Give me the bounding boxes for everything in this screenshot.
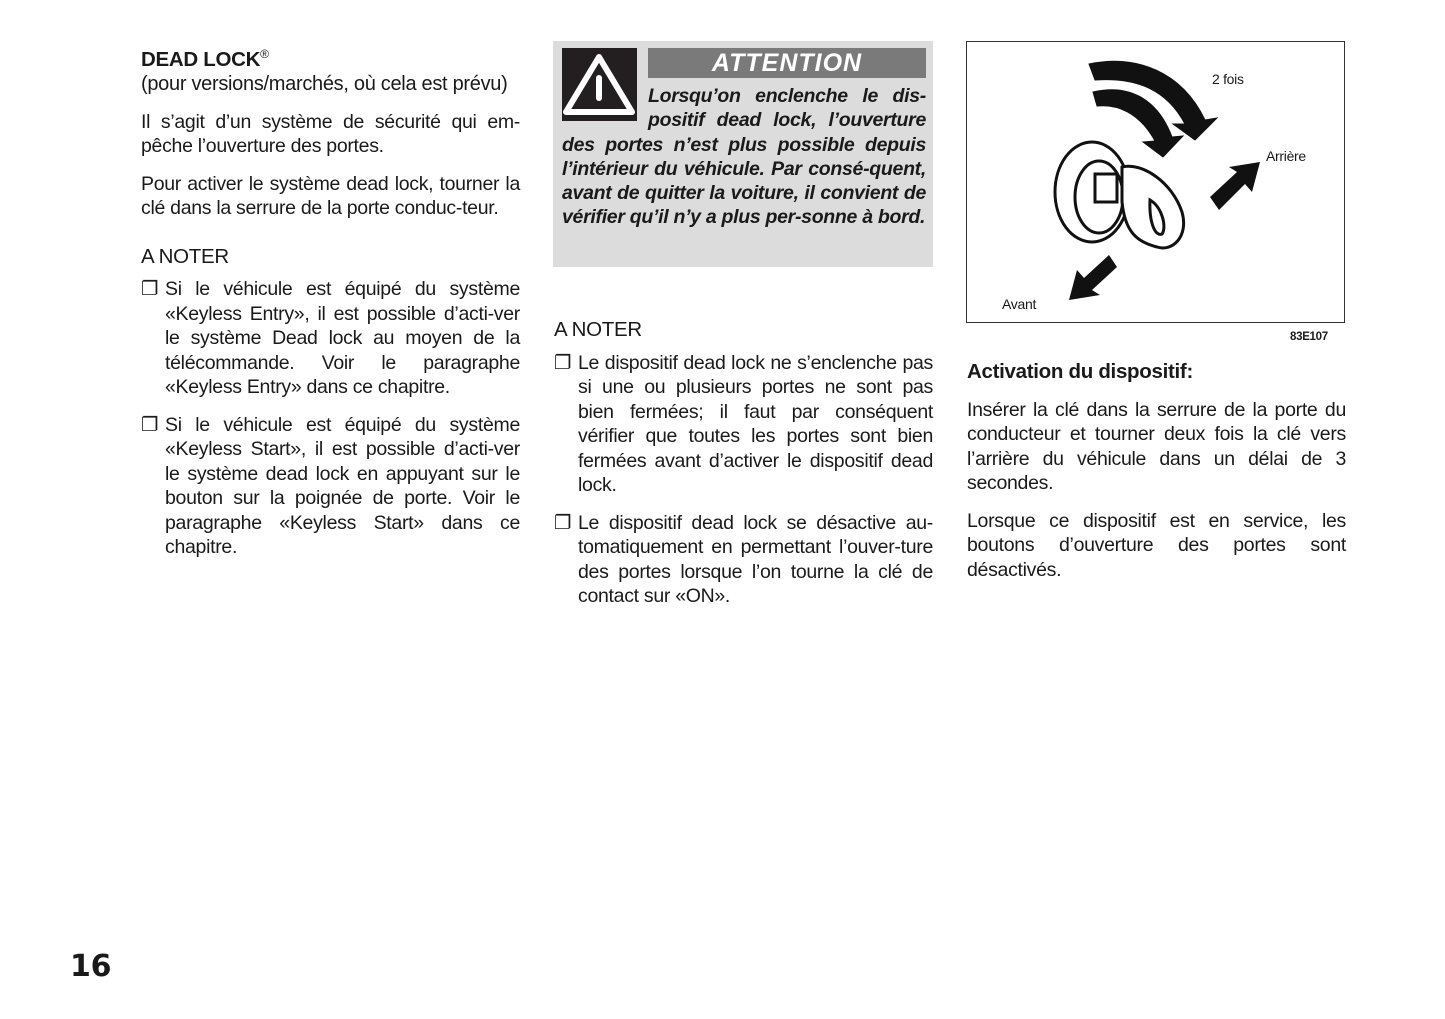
- page-number: 16: [70, 949, 112, 984]
- paragraph: Insérer la clé dans la serrure de la porte du conducteur et tourner deux fois la clé vers l’arrière du véhicule dans un délai de 3 secondes.: [967, 398, 1346, 494]
- key-lock-drawing: [967, 42, 1344, 322]
- list-item: [141, 277, 520, 400]
- subtitle: (pour versions/marchés, où cela est prévu): [141, 73, 508, 96]
- note-heading: A NOTER: [554, 318, 642, 341]
- key-rotation-illustration: [966, 41, 1345, 323]
- paragraph: Pour activer le système dead lock, tourner la clé dans la serrure de la porte conduc-teur.: [141, 172, 520, 220]
- checkbox-bullet-icon: ❐: [554, 511, 572, 534]
- warning-text: [562, 84, 926, 230]
- section-title: [141, 42, 520, 72]
- checkbox-bullet-icon: ❐: [141, 278, 159, 301]
- warning-text-content: Lorsqu’on enclenche le dis-positif dead lock, l’ouverture des portes n’est plus possible depuis l’intérieur du véhicule. Par consé-quent, avant de quitter la voiture, il convient de vérifier qu’il n’y a plus per-sonne à bord.: [562, 85, 926, 229]
- paragraph: Il s’agit d’un système de sécurité qui em-pêche l’ouverture des portes.: [141, 110, 520, 158]
- paragraph: Lorsque ce dispositif est en service, les boutons d’ouverture des portes sont désactivés.: [967, 509, 1346, 581]
- figure-code: 83E107: [1290, 331, 1328, 343]
- column-2: [554, 318, 933, 622]
- list-item-text: Le dispositif dead lock se désactive au-tomatiquement en permettant l’ouver-ture des portes lorsque l’on tourne la clé de contact sur «ON».: [578, 511, 933, 607]
- warning-label: ATTENTION: [648, 48, 926, 78]
- column-3: [967, 360, 1346, 595]
- list-item-text: Si le véhicule est équipé du système «Keyless Entry», il est possible d’acti-ver le système Dead lock au moyen de la télécommande. Voir le paragraphe «Keyless Entry» dans ce chapitre.: [165, 278, 520, 399]
- activation-heading: Activation du dispositif:: [967, 360, 1193, 383]
- list-item: [554, 511, 933, 609]
- note-heading: A NOTER: [141, 244, 229, 268]
- label-rear: Arrière: [1266, 148, 1306, 164]
- label-front: Avant: [1002, 296, 1037, 312]
- label-turns: 2 fois: [1212, 71, 1244, 87]
- list-item: [141, 413, 520, 560]
- column-1: [141, 42, 520, 573]
- list-item: [554, 351, 933, 498]
- registered-mark: ®: [260, 47, 269, 61]
- list-item-text: Si le véhicule est équipé du système «Keyless Start», il est possible d’acti-ver le système dead lock en appuyant sur le bouton sur la poignée de porte. Voir le paragraphe «Keyless Start» dans ce chapitre.: [165, 413, 520, 559]
- list-item-text: Le dispositif dead lock ne s’enclenche pas si une ou plusieurs portes ne sont pas bien fermées; il faut par conséquent vérifier que toutes les portes sont bien fermées avant d’activer le dispositif dead lock.: [578, 351, 933, 496]
- title-text: DEAD LOCK: [141, 47, 261, 71]
- checkbox-bullet-icon: ❐: [554, 351, 572, 374]
- checkbox-bullet-icon: ❐: [141, 413, 159, 436]
- warning-box: [553, 41, 933, 267]
